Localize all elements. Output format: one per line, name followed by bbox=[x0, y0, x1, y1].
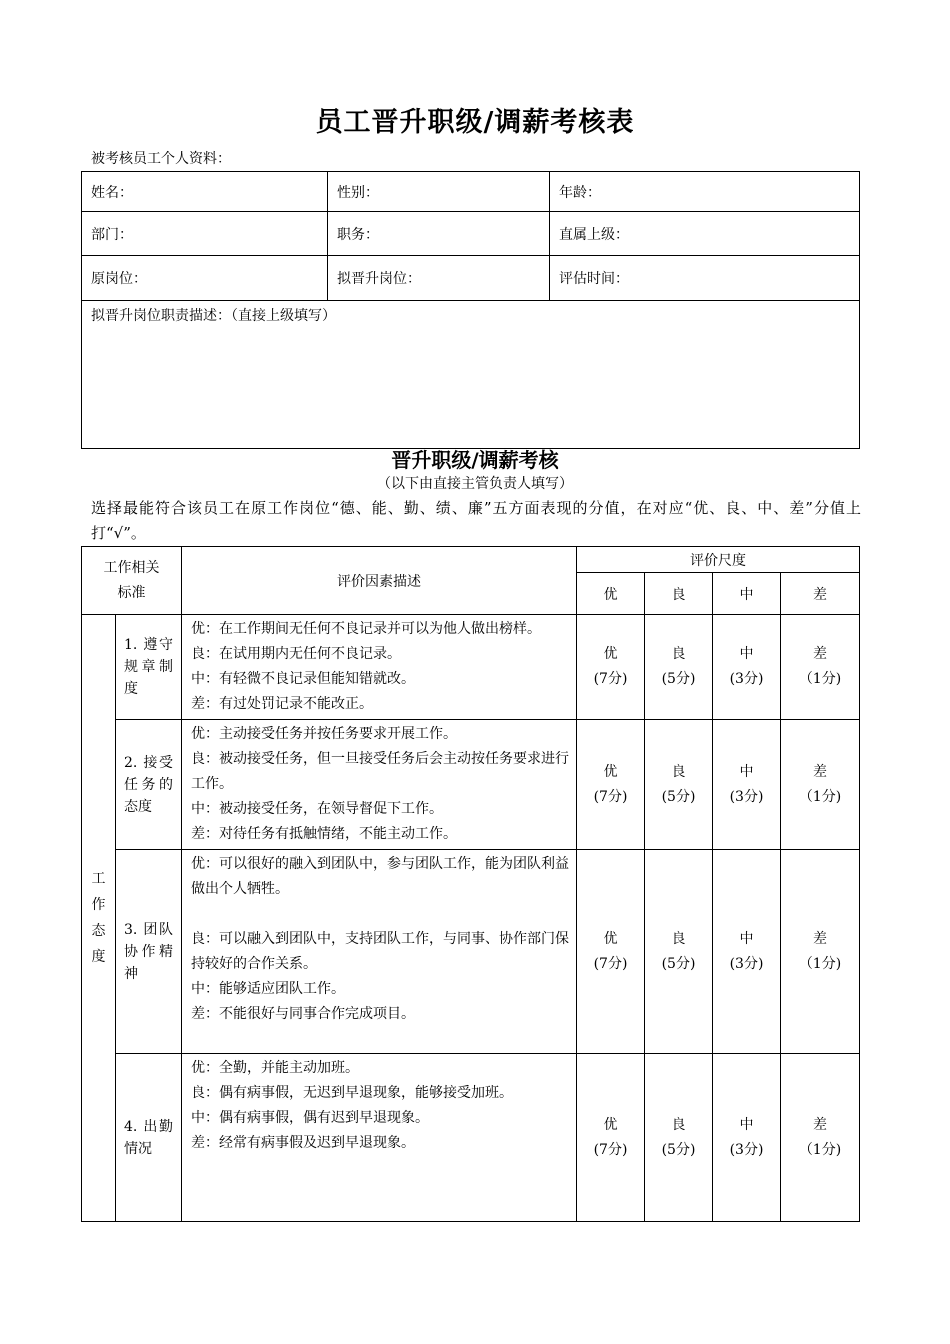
criterion-cell: 2. 接受任务的态度 bbox=[116, 720, 182, 850]
header-work-standard bbox=[82, 547, 182, 615]
score-grade: 优 bbox=[603, 646, 618, 662]
header-grade-excellent: 优 bbox=[577, 573, 645, 615]
personal-info-label: 被考核员工个人资料： bbox=[91, 151, 231, 167]
score-points: (5分) bbox=[661, 1141, 696, 1158]
criterion-cell: 4. 出勤情况 bbox=[116, 1054, 182, 1222]
document-title: 员工晋升职级/调薪考核表 bbox=[315, 107, 635, 138]
desc-line: 优：主动接受任务并按任务要求开展工作。 bbox=[191, 726, 457, 742]
score-grade: 良 bbox=[671, 930, 686, 947]
header-work-standard-text: 工作相关标准 bbox=[103, 559, 160, 601]
score-excellent-cell[interactable] bbox=[577, 720, 645, 850]
name-field[interactable]: 姓名： bbox=[82, 172, 328, 212]
score-poor-cell[interactable] bbox=[781, 1054, 860, 1222]
section-title: 晋升职级/调薪考核 bbox=[391, 448, 559, 472]
score-grade: 差 bbox=[813, 763, 827, 780]
header-description: 评价因素描述 bbox=[182, 547, 577, 615]
supervisor-field[interactable]: 直属上级： bbox=[550, 212, 860, 256]
gender-field[interactable]: 性别： bbox=[328, 172, 550, 212]
department-field[interactable]: 部门： bbox=[82, 212, 328, 256]
desc-line: 差：经常有病事假及迟到早退现象。 bbox=[191, 1135, 415, 1151]
target-post-field[interactable]: 拟晋升岗位： bbox=[328, 256, 550, 301]
duty-description-field[interactable]: 拟晋升岗位职责描述：（直接上级填写） bbox=[82, 301, 860, 449]
score-grade: 差 bbox=[813, 1116, 827, 1133]
score-grade: 中 bbox=[739, 763, 754, 780]
score-points: (5分) bbox=[661, 671, 696, 687]
score-points: (7分) bbox=[593, 788, 628, 805]
desc-line: 优：可以很好的融入到团队中，参与团队工作，能为团队利益做出个人牺牲。 bbox=[191, 856, 569, 897]
score-excellent-cell[interactable] bbox=[577, 850, 645, 1054]
desc-line: 良：可以融入到团队中，支持团队工作，与同事、协作部门保持较好的合作关系。 bbox=[191, 931, 569, 972]
header-grade-poor: 差 bbox=[781, 573, 860, 615]
instruction-text: 选择最能符合该员工在原工作岗位“德、能、勤、绩、廉”五方面表现的分值，在对应“优、良、中、差”分值上打“√”。 bbox=[91, 499, 861, 542]
header-scale: 评价尺度 bbox=[577, 547, 860, 573]
score-grade: 良 bbox=[671, 646, 686, 662]
score-poor-cell[interactable] bbox=[781, 850, 860, 1054]
score-excellent-cell[interactable] bbox=[577, 1054, 645, 1222]
score-points: (7分) bbox=[593, 1141, 628, 1158]
score-poor-cell[interactable] bbox=[781, 720, 860, 850]
score-points: (3分) bbox=[729, 788, 764, 805]
header-grade-good: 良 bbox=[645, 573, 713, 615]
criterion-cell: 1. 遵守规章制度 bbox=[116, 615, 182, 720]
score-grade: 差 bbox=[813, 646, 827, 662]
score-grade: 优 bbox=[603, 930, 618, 947]
score-points: （1分) bbox=[798, 788, 842, 805]
description-cell bbox=[182, 720, 577, 850]
score-points: (3分) bbox=[729, 955, 764, 972]
score-grade: 差 bbox=[813, 930, 827, 947]
score-grade: 良 bbox=[671, 1116, 686, 1133]
desc-line: 中：有轻微不良记录但能知错就改。 bbox=[191, 671, 415, 687]
score-points: (7分) bbox=[593, 955, 628, 972]
desc-line: 中：能够适应团队工作。 bbox=[191, 981, 345, 997]
age-field[interactable]: 年龄： bbox=[550, 172, 860, 212]
category-label: 工作态度 bbox=[91, 871, 106, 965]
score-points: (5分) bbox=[661, 788, 696, 805]
desc-line: 差：对待任务有抵触情绪，不能主动工作。 bbox=[191, 826, 457, 842]
criterion-cell: 3. 团队协作精神 bbox=[116, 850, 182, 1054]
section-subtitle: （以下由直接主管负责人填写） bbox=[377, 476, 573, 492]
desc-line: 差：有过处罚记录不能改正。 bbox=[191, 696, 373, 712]
score-grade: 优 bbox=[603, 1116, 618, 1133]
score-points: （1分) bbox=[798, 1141, 842, 1158]
desc-line: 中：被动接受任务，在领导督促下工作。 bbox=[191, 801, 443, 817]
score-excellent-cell[interactable] bbox=[577, 615, 645, 720]
score-grade: 良 bbox=[671, 763, 686, 780]
score-average-cell[interactable] bbox=[713, 850, 781, 1054]
score-points: (7分) bbox=[593, 671, 628, 687]
desc-line: 良：在试用期内无任何不良记录。 bbox=[191, 646, 401, 662]
desc-line: 优：在工作期间无任何不良记录并可以为他人做出榜样。 bbox=[191, 621, 541, 637]
score-average-cell[interactable] bbox=[713, 720, 781, 850]
original-post-field[interactable]: 原岗位： bbox=[82, 256, 328, 301]
score-points: （1分) bbox=[798, 671, 842, 687]
description-cell bbox=[182, 850, 577, 1054]
description-cell bbox=[182, 1054, 577, 1222]
desc-line: 差：不能很好与同事合作完成项目。 bbox=[191, 1006, 415, 1022]
score-good-cell[interactable] bbox=[645, 720, 713, 850]
desc-line: 良：被动接受任务，但一旦接受任务后会主动按任务要求进行工作。 bbox=[191, 751, 569, 792]
score-points: (3分) bbox=[729, 1141, 764, 1158]
score-points: （1分) bbox=[798, 955, 842, 972]
score-grade: 中 bbox=[739, 646, 754, 662]
desc-line: 优：全勤，并能主动加班。 bbox=[191, 1060, 359, 1076]
evaluation-time-field[interactable]: 评估时间： bbox=[550, 256, 860, 301]
score-average-cell[interactable] bbox=[713, 1054, 781, 1222]
score-points: (3分) bbox=[729, 671, 764, 687]
score-poor-cell[interactable] bbox=[781, 615, 860, 720]
desc-line: 良：偶有病事假，无迟到早退现象，能够接受加班。 bbox=[191, 1085, 513, 1101]
personal-info-table bbox=[81, 171, 860, 449]
category-work-attitude bbox=[82, 615, 116, 1222]
score-good-cell[interactable] bbox=[645, 615, 713, 720]
desc-line: 中：偶有病事假，偶有迟到早退现象。 bbox=[191, 1110, 429, 1126]
desc-line bbox=[191, 902, 570, 927]
score-good-cell[interactable] bbox=[645, 1054, 713, 1222]
score-good-cell[interactable] bbox=[645, 850, 713, 1054]
evaluation-table bbox=[81, 546, 860, 1222]
description-cell bbox=[182, 615, 577, 720]
score-grade: 优 bbox=[603, 763, 618, 780]
position-field[interactable]: 职务： bbox=[328, 212, 550, 256]
header-grade-average: 中 bbox=[713, 573, 781, 615]
score-points: (5分) bbox=[661, 955, 696, 972]
score-grade: 中 bbox=[739, 1116, 754, 1133]
score-average-cell[interactable] bbox=[713, 615, 781, 720]
score-grade: 中 bbox=[739, 930, 754, 947]
